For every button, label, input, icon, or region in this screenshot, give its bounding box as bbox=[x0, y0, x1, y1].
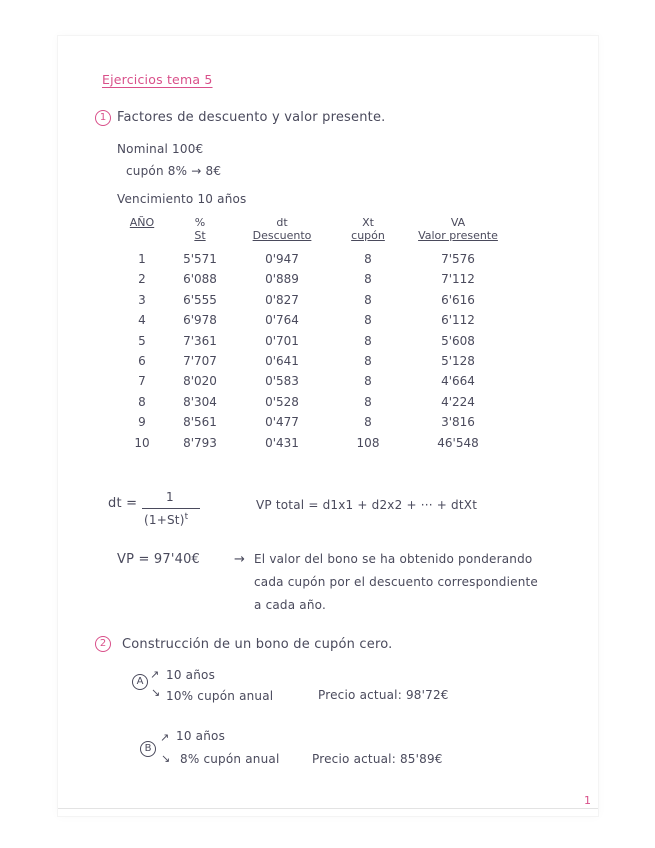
table-cell-coupon: 8 bbox=[364, 354, 372, 368]
table-cell-rate: 8'561 bbox=[183, 415, 217, 430]
table-cell-year: 7 bbox=[138, 374, 146, 389]
page-number: 1 bbox=[584, 794, 592, 807]
result-explanation-1: El valor del bono se ha obtenido ponderando bbox=[254, 552, 533, 566]
table-cell-coupon: 8 bbox=[364, 415, 372, 430]
page-heading: Ejercicios tema 5 bbox=[102, 72, 213, 87]
table-cell-discount: 0'431 bbox=[265, 435, 299, 450]
table-cell-discount: 0'583 bbox=[265, 374, 299, 389]
table-cell-coupon: 8 bbox=[364, 313, 372, 328]
bond-a-price: Precio actual: 98'72€ bbox=[318, 688, 449, 702]
table-cell-present-value: 7'112 bbox=[441, 272, 475, 287]
table-cell-rate: 7'361 bbox=[183, 333, 217, 348]
table-cell-present-value: 7'576 bbox=[441, 252, 475, 266]
table-cell-rate: 8'793 bbox=[183, 435, 217, 450]
table-cell-year: 5 bbox=[138, 333, 146, 348]
bond-a-arrow-down: ↘ bbox=[151, 686, 161, 699]
table-cell-coupon: 8 bbox=[364, 292, 372, 307]
table-cell-present-value: 4'664 bbox=[441, 374, 475, 389]
table-cell-present-value: 3'816 bbox=[441, 415, 475, 430]
table-cell-year: 3 bbox=[138, 292, 146, 307]
table-cell-present-value: 5'608 bbox=[441, 333, 475, 348]
table-cell-rate: 8'304 bbox=[183, 394, 217, 409]
header-discount: dt Descuento bbox=[252, 216, 312, 242]
header-present-value: VA Valor presente bbox=[418, 216, 498, 242]
nominal-text: Nominal 100€ bbox=[117, 142, 204, 156]
table-cell-coupon: 8 bbox=[364, 333, 372, 348]
vp-total-formula: VP total = d1x1 + d2x2 + ··· + dtXt bbox=[256, 498, 478, 512]
table-cell-discount: 0'477 bbox=[265, 415, 299, 430]
table-cell-discount: 0'827 bbox=[265, 292, 299, 307]
result-explanation-3: a cada año. bbox=[254, 598, 327, 612]
table-cell-rate: 5'571 bbox=[183, 252, 217, 266]
bond-b-years: 10 años bbox=[176, 729, 226, 743]
table-cell-rate: 8'020 bbox=[183, 374, 217, 389]
result-explanation-2: cada cupón por el descuento correspondiente bbox=[254, 575, 539, 589]
dt-formula-denominator: $(1+St)^t$ bbox=[144, 512, 189, 527]
bond-a-coupon: 10% cupón anual bbox=[166, 689, 274, 703]
table-cell-discount: 0'764 bbox=[265, 313, 299, 328]
table-cell-discount: 0'528 bbox=[265, 394, 299, 409]
table-cell-rate: 6'555 bbox=[183, 292, 217, 307]
header-coupon: Xt cupón bbox=[351, 216, 385, 242]
table-cell-rate: 6'088 bbox=[183, 272, 217, 287]
table-cell-year: 2 bbox=[138, 272, 146, 287]
table-cell-discount: 0'701 bbox=[265, 333, 299, 348]
table-cell-present-value: 6'112 bbox=[441, 313, 475, 328]
maturity-text: Vencimiento 10 años bbox=[117, 192, 247, 206]
table-cell-coupon: 8 bbox=[364, 272, 372, 287]
vp-result: VP = 97'40€ bbox=[117, 552, 201, 567]
exercise-2-title: Construcción de un bono de cupón cero. bbox=[122, 637, 393, 652]
table-cell-year: 10 bbox=[134, 435, 150, 450]
bond-a-marker: A bbox=[132, 674, 148, 690]
table-cell-year: 4 bbox=[138, 313, 146, 328]
fraction-bar bbox=[142, 508, 200, 509]
table-cell-present-value: 6'616 bbox=[441, 292, 475, 307]
table-cell-discount: 0'889 bbox=[265, 272, 299, 287]
bond-b-arrow-up: ↗ bbox=[160, 731, 170, 744]
bond-b-arrow-down: ↘ bbox=[161, 752, 171, 765]
table-cell-year: 1 bbox=[138, 252, 146, 266]
page-edge bbox=[58, 808, 598, 809]
bond-b-price: Precio actual: 85'89€ bbox=[312, 752, 443, 766]
table-cell-rate: 6'978 bbox=[183, 313, 217, 328]
dt-formula-numerator: 1 bbox=[166, 490, 174, 504]
table-cell-year: 8 bbox=[138, 394, 146, 409]
bond-a-arrow-up: ↗ bbox=[150, 668, 160, 681]
table-cell-discount: 0'947 bbox=[265, 252, 299, 266]
coupon-text: cupón 8% → 8€ bbox=[126, 164, 222, 178]
exercise-2-number: 2 bbox=[95, 636, 111, 652]
table-cell-year: 6 bbox=[138, 354, 146, 368]
table-cell-present-value: 4'224 bbox=[441, 394, 475, 409]
result-arrow: → bbox=[234, 552, 246, 567]
table-cell-coupon: 8 bbox=[364, 252, 372, 266]
bond-a-years: 10 años bbox=[166, 668, 216, 682]
table-cell-present-value: 5'128 bbox=[441, 354, 475, 368]
table-cell-discount: 0'641 bbox=[265, 354, 299, 368]
header-year: AÑO bbox=[129, 216, 155, 229]
header-rate: % St bbox=[194, 216, 206, 242]
bond-b-marker: B bbox=[140, 741, 156, 757]
table-cell-coupon: 8 bbox=[364, 394, 372, 409]
table-cell-rate: 7'707 bbox=[183, 354, 217, 368]
table-cell-coupon: 108 bbox=[356, 435, 380, 450]
dt-formula-lhs: dt = bbox=[108, 496, 138, 511]
table-cell-present-value: 46'548 bbox=[437, 435, 479, 450]
bond-b-coupon: 8% cupón anual bbox=[180, 752, 280, 766]
table-cell-year: 9 bbox=[138, 415, 146, 430]
table-cell-coupon: 8 bbox=[364, 374, 372, 389]
exercise-1-number: 1 bbox=[95, 110, 111, 126]
exercise-1-title: Factores de descuento y valor presente. bbox=[117, 110, 386, 125]
